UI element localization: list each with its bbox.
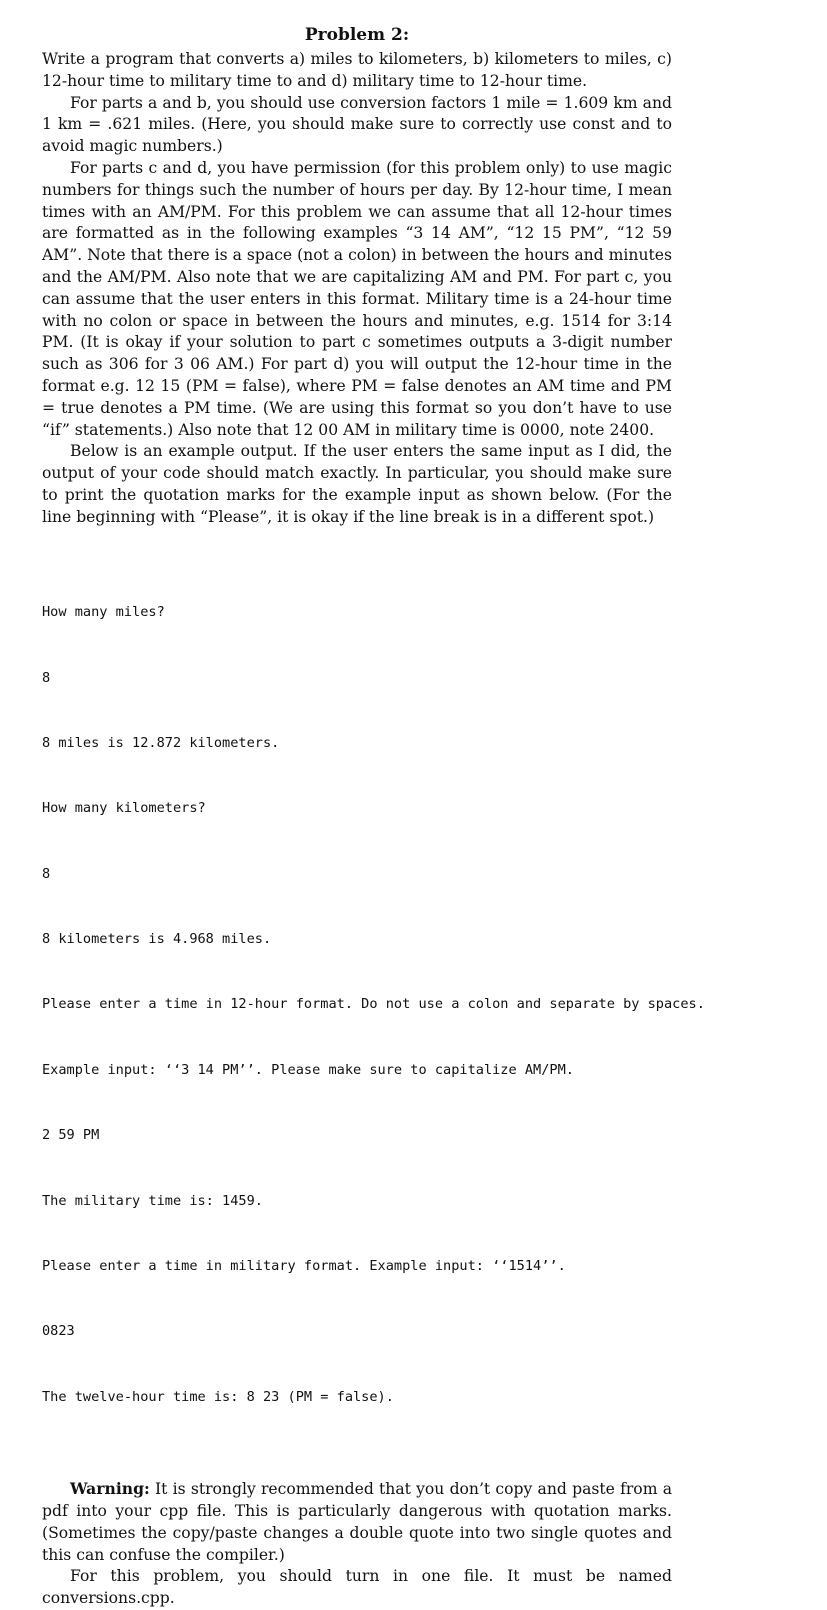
problem-title: Problem 2:	[304, 25, 410, 45]
output-line: Example input: ‘‘3 14 PM’’. Please make sure to capitalize AM/PM.	[42, 1061, 574, 1078]
output-line: The twelve-hour time is: 8 23 (PM = false).	[42, 1388, 394, 1405]
example-output-block	[42, 559, 827, 1453]
output-line: How many miles?	[42, 604, 165, 621]
problem-document	[42, 24, 705, 1610]
warning-label: Warning:	[70, 1479, 150, 1499]
conversion-factors-paragraph: For parts a and b, you should use conversion factors 1 mile = 1.609 km and 1 km = .621 miles. (Here, you should make sure to correctly use const and to avoid magic numbers.)	[42, 93, 672, 156]
time-format-paragraph: For parts c and d, you have permission (for this problem only) to use magic numbers for things such the number of hours per day. By 12-hour time, I mean times with an AM/PM. For this problem we can assume that all 12-hour times are formatted as in the following examples “3 14 AM”, “12 15 PM”, “12 59 AM”. Note that there is a space (not a colon) in between the hours and minutes and the AM/PM. Also note that we are capitalizing AM and PM. For part c, you can assume that the user enters in this format. Military time is a 24-hour time with no colon or space in between the hours and minutes, e.g. 1514 for 3:14 PM. (It is okay if your solution to part c sometimes outputs a 3-digit number such as 306 for 3 06 AM.) For part d) you will output the 12-hour time in the format e.g. 12 15 (PM = false), where PM = false denotes an AM time and PM = true denotes a PM time. (We are using this format so you don’t have to use “if” statements.) Also note that 12 00 AM in military time is 0000, note 2400.	[42, 158, 672, 439]
output-line: The military time is: 1459.	[42, 1192, 263, 1209]
output-line: 8 miles is 12.872 kilometers.	[42, 734, 280, 751]
closing-paragraph: For this problem, you should turn in one file. It must be named conversions.cpp.	[42, 1567, 672, 1608]
warning-text: It is strongly recommended that you don’t copy and paste from a pdf into your cpp file. This is particularly dangerous with quotation marks. (Sometimes the copy/paste changes a double quote into two single quotes and this can confuse the compiler.)	[42, 1480, 672, 1564]
output-line: Please enter a time in military format. Example input: ‘‘1514’’.	[42, 1258, 566, 1275]
output-line: 8	[42, 669, 51, 686]
example-intro-paragraph: Below is an example output. If the user enters the same input as I did, the output of your code should match exactly. In particular, you should make sure to print the quotation marks for the example input as shown below. (For the line beginning with “Please”, it is okay if the line break is in a different spot.)	[42, 442, 672, 526]
output-line: Please enter a time in 12-hour format. Do not use a colon and separate by spaces.	[42, 996, 705, 1013]
warning-paragraph	[42, 1478, 672, 1566]
output-line: 2 59 PM	[42, 1127, 100, 1144]
output-line: 0823	[42, 1323, 75, 1340]
output-line: 8	[42, 865, 51, 882]
output-line: How many kilometers?	[42, 800, 206, 817]
output-line: 8 kilometers is 4.968 miles.	[42, 931, 272, 948]
intro-paragraph: Write a program that converts a) miles to kilometers, b) kilometers to miles, c) 12-hour time to military time to and d) military time to 12-hour time.	[42, 50, 672, 90]
